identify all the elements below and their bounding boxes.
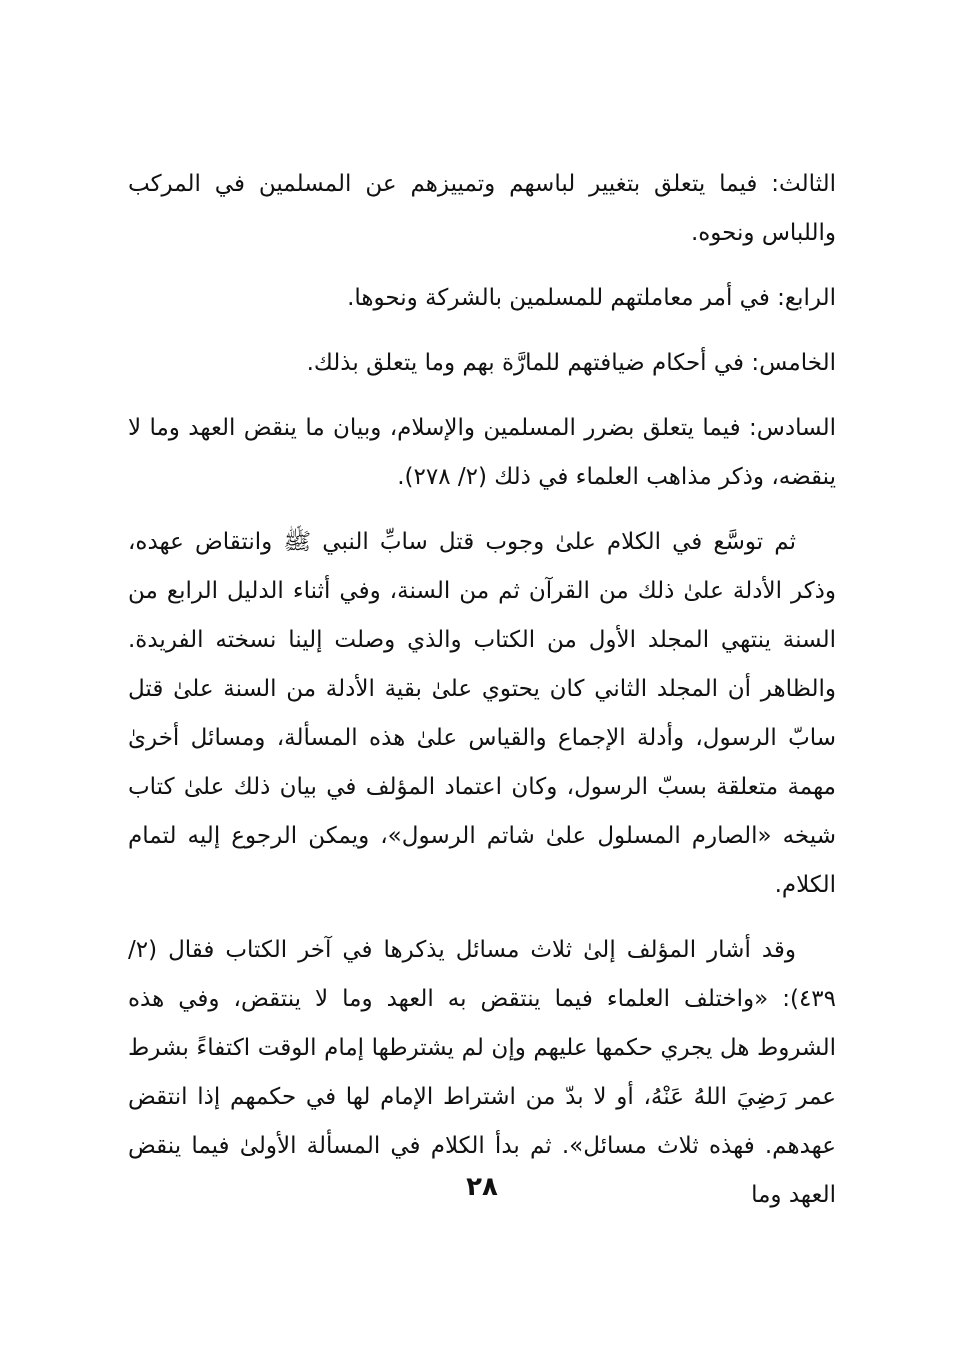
paragraph-sixth-item: السادس: فيما يتعلق بضرر المسلمين والإسلام، وبيان ما ينقض العهد وما لا ينقضه، وذكر مذاهب العلماء في ذلك (٢/ ٢٧٨). (128, 415, 836, 490)
page-number: ٢٨ (466, 1172, 498, 1202)
paragraph-three-issues: وقد أشار المؤلف إلىٰ ثلاث مسائل يذكرها في آخر الكتاب فقال (٢/ ٤٣٩): «واختلف العلماء فيما ينتقض به العهد وما لا ينتقض، وفي هذه الشروط هل يجري حكمها عليهم وإن لم يشترطها إمام الوقت اكتفاءً بشرط عمر رَضِيَ اللهُ عَنْهُ، أو لا بدّ من اشتراط الإمام لها في حكمهم إذا انتقض عهدهم. فهذه ثلاث مسائل». ثم بدأ الكلام في المسألة الأولىٰ فيما ينقض العهد وما (128, 937, 836, 1208)
paragraph-third-item: الثالث: فيما يتعلق بتغيير لباسهم وتمييزهم عن المسلمين في المركب واللباس ونحوه. (128, 171, 836, 246)
paragraph-expansion: ثم توسَّع في الكلام علىٰ وجوب قتل سابِّ النبي ﷺ وانتقاض عهده، وذكر الأدلة علىٰ ذلك من القرآن ثم من السنة، وفي أثناء الدليل الرابع من السنة ينتهي المجلد الأول من الكتاب والذي وصلت إلينا نسخته الفريدة. والظاهر أن المجلد الثاني كان يحتوي علىٰ بقية الأدلة من السنة علىٰ قتل سابّ الرسول، وأدلة الإجماع والقياس علىٰ هذه المسألة، ومسائل أخرىٰ مهمة متعلقة بسبّ الرسول، وكان اعتماد المؤلف في بيان ذلك علىٰ كتاب شيخه «الصارم المسلول علىٰ شاتم الرسول»، ويمكن الرجوع إليه لتمام الكلام. (128, 529, 836, 898)
paragraph-fifth-item: الخامس: في أحكام ضيافتهم للمارَّة بهم وما يتعلق بذلك. (306, 350, 836, 376)
paragraph-fourth-item: الرابع: في أمر معاملتهم للمسلمين بالشركة ونحوها. (347, 285, 836, 311)
page-body (128, 160, 836, 1236)
